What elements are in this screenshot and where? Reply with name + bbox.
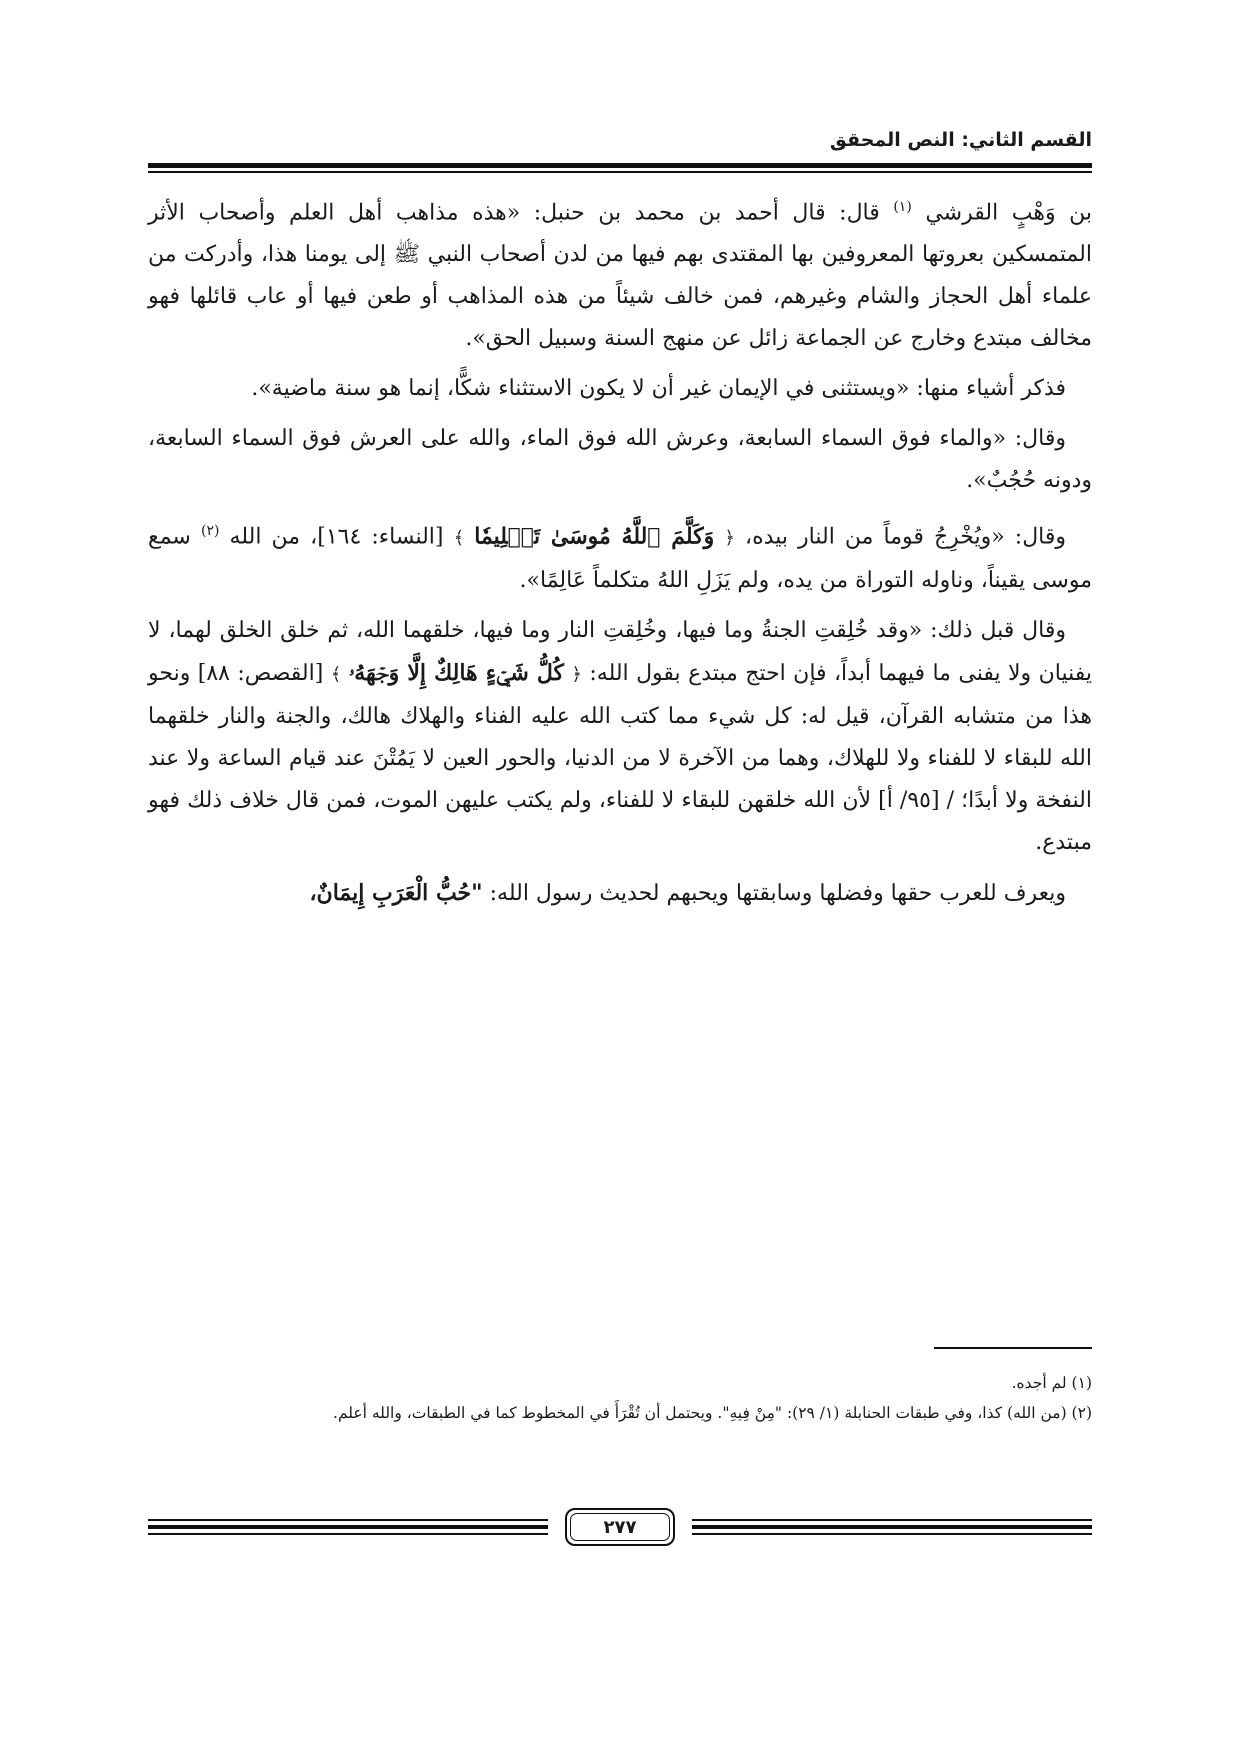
paragraph-4-start: وقال: «ويُخْرِجُ قوماً من النار بيده،	[745, 524, 1067, 550]
paragraph-4	[148, 510, 1092, 601]
footnote-separator	[934, 1347, 1092, 1349]
footer-rule	[148, 1525, 548, 1529]
hadith-quote: "حُبُّ الْعَرَبِ إِيمَانٌ،	[309, 879, 483, 906]
footnote-1: (١) لم أجده.	[1011, 1374, 1092, 1392]
footnote-ref-2: (٢)	[200, 523, 220, 540]
main-text	[148, 186, 1092, 923]
page-number: ٢٧٧	[603, 1516, 637, 1538]
paragraph-1-start: بن وَهْبٍ القرشي	[925, 200, 1092, 226]
page-number-frame	[565, 1508, 675, 1546]
footnote-2: (٢) (من الله) كذا، وفي طبقات الحنابلة (١/ ٢٩): "مِنْ فِيهِ". ويحتمل أن تُقْرَأَ في المخطوط كما في الطبقات، والله أعلم.	[333, 1404, 1092, 1422]
verse-citation: [النساء: ١٦٤]، من	[271, 524, 444, 550]
quran-bracket-open: ﴿	[724, 527, 735, 549]
header-rule-thin	[148, 171, 1092, 173]
paragraph-4-mid: الله	[229, 524, 262, 550]
paragraph-5	[148, 610, 1092, 864]
footer-rule	[148, 1519, 548, 1521]
header-rule-thick	[148, 163, 1092, 168]
paragraph-4-end: سمع موسى يقيناً، وناوله التوراة من يده، ولم يَزَلِ اللهُ متكلماً عَالِمًا».	[148, 524, 1092, 593]
footnote-ref-1: (١)	[893, 199, 912, 215]
footer-rule	[692, 1533, 1092, 1535]
running-header	[148, 128, 1092, 158]
section-title: القسم الثاني: النص المحقق	[829, 129, 1092, 151]
paragraph-2: فذكر أشياء منها: «ويستثنى في الإيمان غير أن لا يكون الاستثناء شكًّا، إنما هو سنة ماضية».	[251, 376, 1066, 402]
quran-bracket-close: ﴾	[453, 527, 465, 549]
quran-verse: وَكَلَّمَ ٱللَّهُ مُوسَىٰ تَكۡلِيمٗا	[474, 523, 715, 550]
footnotes	[148, 1368, 1092, 1428]
quran-verse: كُلُّ شَيۡءٍ هَالِكٌ إِلَّا وَجۡهَهُۥ	[348, 659, 564, 686]
paragraph-6-start: ويعرف للعرب حقها وفضلها وسابقتها ويحبهم لحديث رسول الله:	[489, 880, 1066, 906]
paragraph-3: وقال: «والماء فوق السماء السابعة، وعرش الله فوق الماء، والله على العرش فوق السماء السابعة، ودونه حُجُبٌ».	[148, 426, 1092, 494]
paragraph-5-rest: [القصص: ٨٨] ونحو هذا من متشابه القرآن، قيل له: كل شيء مما كتب الله عليه الفناء والهلاك هالك، والجنة والنار خلقهما الله للبقاء لا للفناء ولا للهلاك، وهما من الآخرة لا من الدنيا، والحور العين لا يَمُتْنَ عند قيام الساعة ولا عند النفخة ولا أبدًا؛ / [٩٥/ أ] لأن الله خلقهن للبقاء لا للفناء، ولم يكتب عليهن الموت، فمن قال خلاف ذلك فهو مبتدع.	[148, 660, 1092, 855]
paragraph-6	[148, 872, 1092, 915]
footer-rule	[148, 1533, 548, 1535]
paragraph-5-start: وقال قبل ذلك: «وقد خُلِقتِ الجنةُ وما فيها، وخُلِقتِ النار وما فيها، خلقهما الله، ثم خلق الخلق لهما، لا يفنيان ولا يفنى ما فيهما أبداً، فإن احتج مبتدع بقول الله:	[148, 617, 1092, 686]
quran-bracket-open: ﴿	[571, 663, 582, 685]
footer-rule	[692, 1519, 1092, 1521]
quran-bracket-close: ﴾	[330, 663, 342, 685]
paragraph-1-rest: قال: قال أحمد بن محمد بن حنبل: «هذه مذاهب أهل العلم وأصحاب الأثر المتمسكين بعروتها المعروفين بها المقتدى بهم فيها من لدن أصحاب النبي ﷺ إلى يومنا هذا، وأدركت من علماء أهل الحجاز والشام وغيرهم، فمن خالف شيئاً من هذه المذاهب أو طعن فيها أو عاب قائلها فهو مخالف مبتدع وخارج عن الجماعة زائل عن منهج السنة وسبيل الحق».	[148, 200, 1092, 352]
paragraph-1	[148, 186, 1092, 360]
footer-rule	[692, 1525, 1092, 1529]
